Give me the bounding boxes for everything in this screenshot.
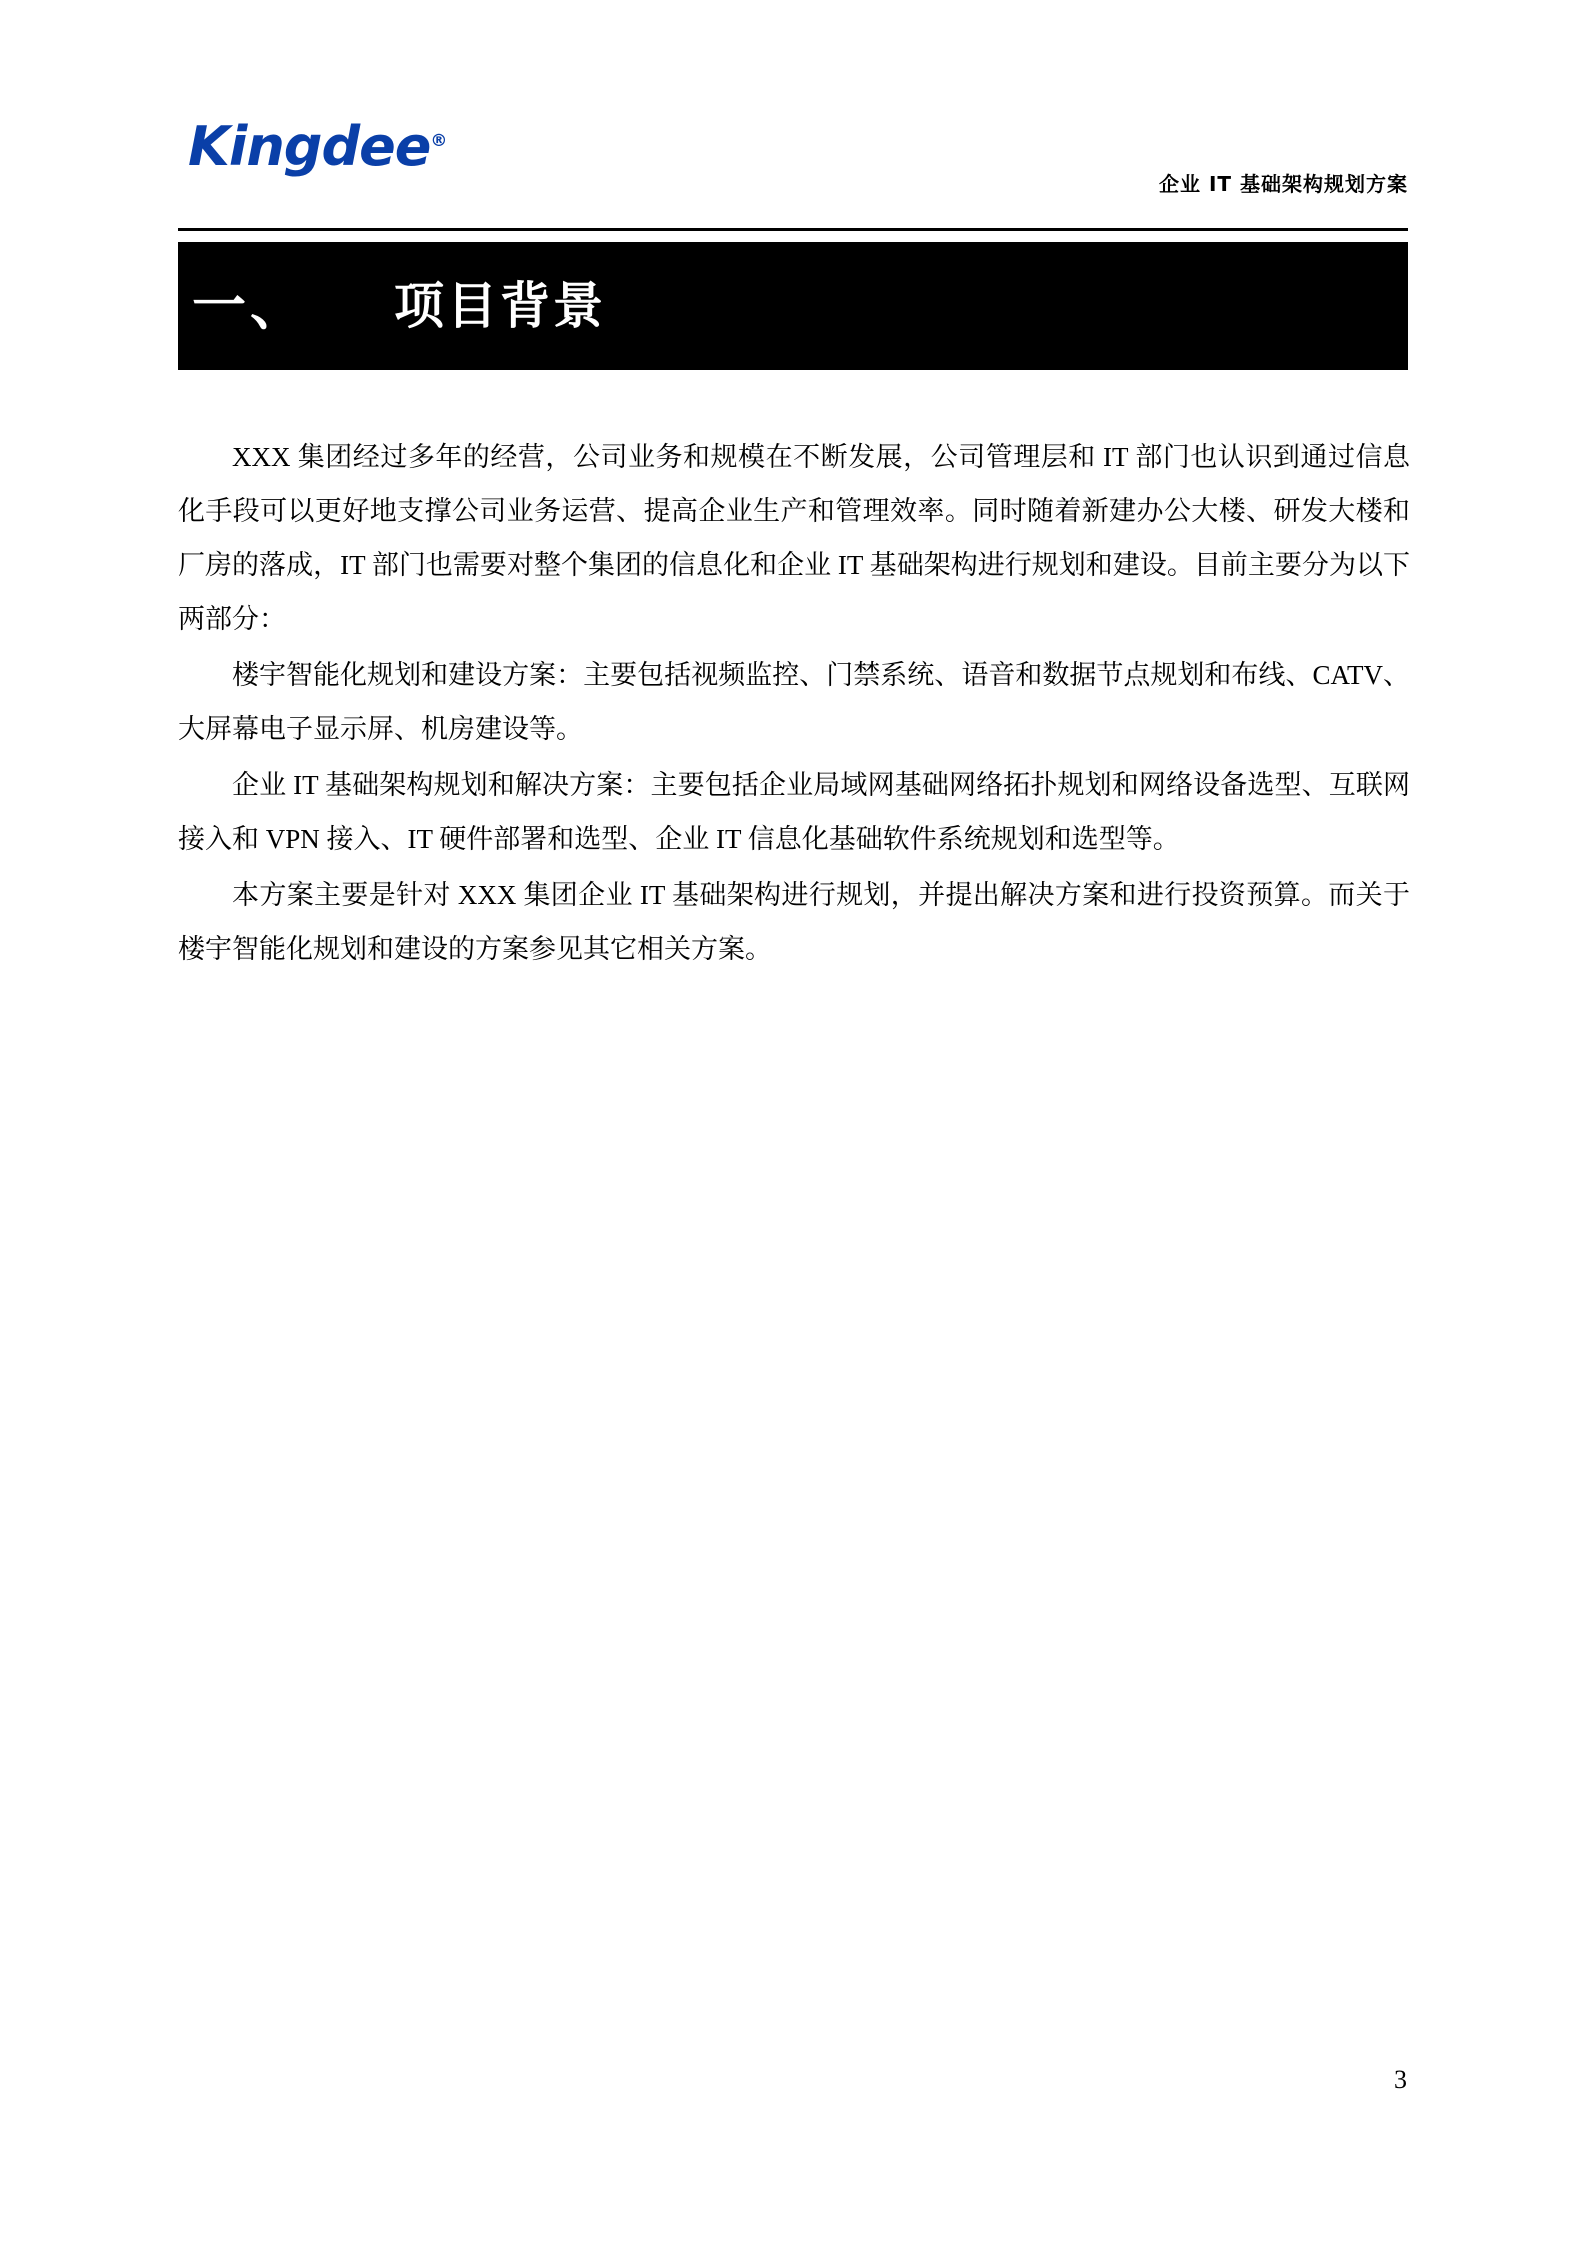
registered-trademark-icon: ® <box>430 131 447 151</box>
section-title: 项目背景 <box>394 277 606 335</box>
paragraph: 楼宇智能化规划和建设方案：主要包括视频监控、门禁系统、语音和数据节点规划和布线、CATV、大屏幕电子显示屏、机房建设等。 <box>178 660 1410 744</box>
section-number: 一、 <box>192 274 308 337</box>
kingdee-logo <box>188 115 447 178</box>
logo-text: Kingdee <box>188 115 431 178</box>
paragraph: 企业 IT 基础架构规划和解决方案：主要包括企业局域网基础网络拓扑规划和网络设备选型、互联网接入和 VPN 接入、IT 硬件部署和选型、企业 IT 信息化基础软件系统规划和选型等。 <box>178 770 1410 854</box>
page-number: 3 <box>1394 2065 1407 2094</box>
paragraph: 本方案主要是针对 XXX 集团企业 IT 基础架构进行规划，并提出解决方案和进行投资预算。而关于楼宇智能化规划和建设的方案参见其它相关方案。 <box>178 880 1410 964</box>
header-divider <box>178 228 1408 231</box>
page-header <box>178 115 1408 230</box>
paragraph: XXX 集团经过多年的经营，公司业务和规模在不断发展，公司管理层和 IT 部门也认识到通过信息化手段可以更好地支撑公司业务运营、提高企业生产和管理效率。同时随着新建办公大楼、研发大楼和厂房的落成，IT 部门也需要对整个集团的信息化和企业 IT 基础架构进行规划和建设。目前主要分为以下两部分： <box>178 442 1410 634</box>
header-document-title: 企业 IT 基础架构规划方案 <box>1158 172 1408 196</box>
section-banner <box>178 242 1408 370</box>
body-content <box>178 430 1410 978</box>
